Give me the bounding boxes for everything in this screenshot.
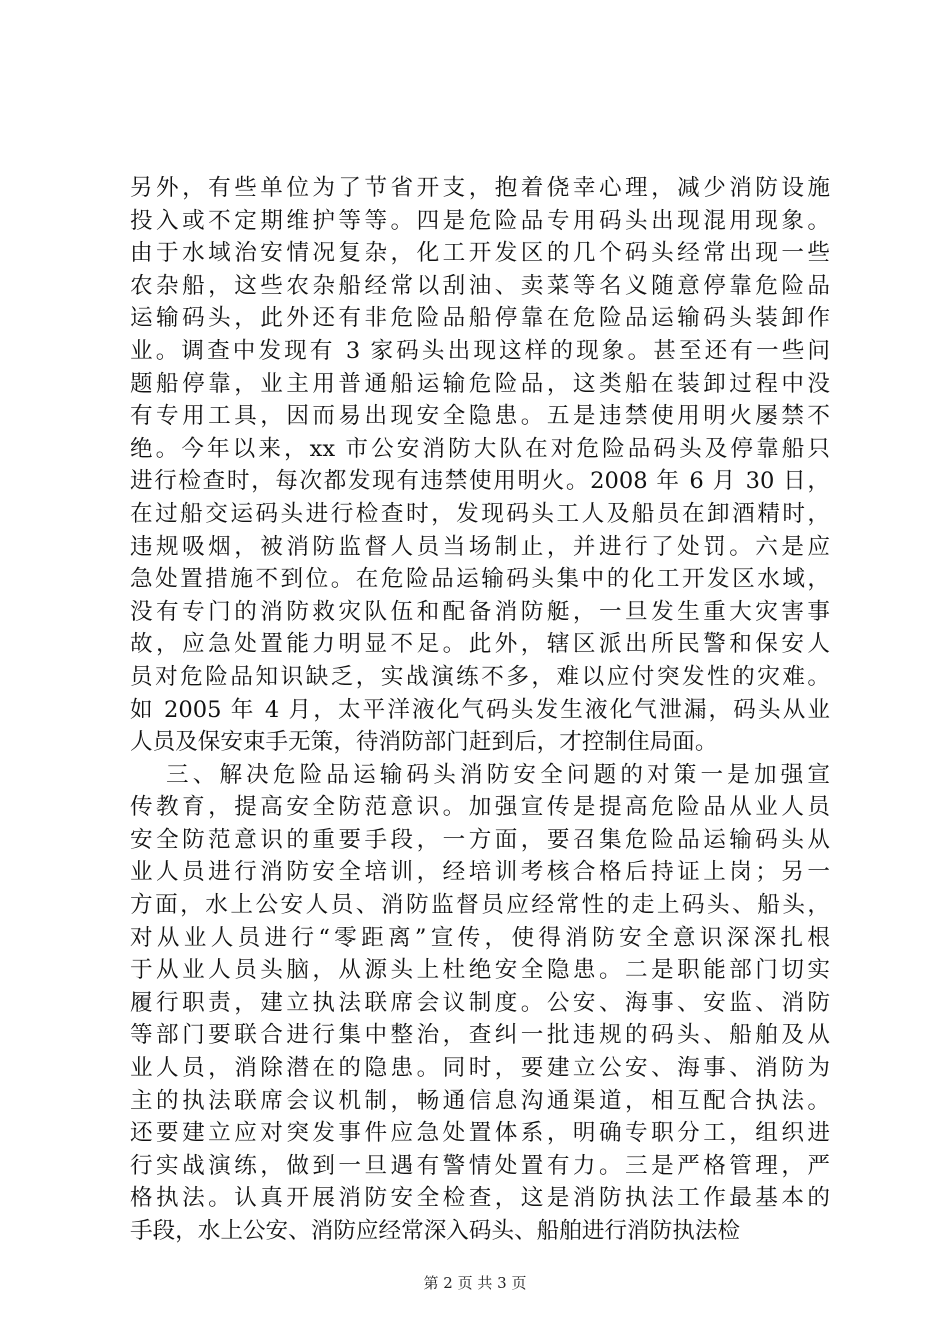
text-line: 业人员进行消防安全培训，经培训考核合格后持证上岗；另一 — [130, 859, 830, 886]
text-line: 题船停靠，业主用普通船运输危险品，这类船在装卸过程中没 — [130, 370, 830, 397]
text-line: 安全防范意识的重要手段，一方面，要召集危险品运输码头从 — [130, 826, 830, 853]
text-line: 业人员，消除潜在的隐患。同时，要建立公安、海事、消防为 — [130, 1055, 830, 1082]
text-line: 主的执法联席会议机制，畅通信息沟通渠道，相互配合执法。 — [130, 1087, 830, 1114]
text-line: 行实战演练，做到一旦遇有警情处置有力。三是严格管理，严 — [130, 1152, 830, 1179]
text-line: 手段，水上公安、消防应经常深入码头、船舶进行消防执法检 — [130, 1218, 741, 1244]
text-line: 进行检查时，每次都发现有违禁使用明火。2008 年 6 月 30 日， — [130, 468, 830, 495]
text-line: 没有专门的消防救灾队伍和配备消防艇，一旦发生重大灾害事 — [130, 598, 830, 625]
text-line: 于从业人员头脑，从源头上杜绝安全隐患。二是职能部门切实 — [130, 957, 830, 984]
text-line: 履行职责，建立执法联席会议制度。公安、海事、安监、消防 — [130, 989, 830, 1016]
text-line: 在过船交运码头进行检查时，发现码头工人及船员在卸酒精时， — [130, 500, 830, 527]
text-line: 另外，有些单位为了节省开支，抱着侥幸心理，减少消防设施 — [130, 175, 830, 201]
text-line: 运输码头，此外还有非危险品船停靠在危险品运输码头装卸作 — [130, 305, 830, 332]
text-line: 如 2005 年 4 月，太平洋液化气码头发生液化气泄漏，码头从业 — [130, 696, 830, 723]
body-text — [130, 172, 830, 1248]
text-line: 对从业人员进行“零距离”宣传，使得消防安全意识深深扎根 — [130, 924, 830, 951]
text-line: 违规吸烟，被消防监督人员当场制止，并进行了处罚。六是应 — [130, 533, 830, 560]
text-line: 业。调查中发现有 3 家码头出现这样的现象。甚至还有一些问 — [130, 337, 830, 364]
text-line: 急处置措施不到位。在危险品运输码头集中的化工开发区水域， — [130, 566, 830, 593]
text-line: 投入或不定期维护等等。四是危险品专用码头出现混用现象。 — [130, 207, 830, 234]
text-line: 人员及保安束手无策，待消防部门赶到后，才控制住局面。 — [130, 729, 718, 756]
text-line: 有专用工具，因而易出现安全隐患。五是违禁使用明火屡禁不 — [130, 403, 830, 430]
text-line: 员对危险品知识缺乏，实战演练不多，难以应付突发性的灾难。 — [130, 663, 830, 690]
text-line: 方面，水上公安人员、消防监督员应经常性的走上码头、船头， — [130, 892, 830, 919]
page-footer: 第 2 页 共 3 页 — [423, 1274, 527, 1292]
text-line: 农杂船，这些农杂船经常以刮油、卖菜等名义随意停靠危险品 — [130, 272, 830, 299]
text-line: 等部门要联合进行集中整治，查纠一批违规的码头、船舶及从 — [130, 1022, 830, 1049]
text-line: 还要建立应对突发事件应急处置体系，明确专职分工，组织进 — [130, 1120, 830, 1147]
text-line: 绝。今年以来，xx 市公安消防大队在对危险品码头及停靠船只 — [130, 435, 830, 462]
text-line: 由于水域治安情况复杂，化工开发区的几个码头经常出现一些 — [130, 240, 830, 267]
text-line: 三、解决危险品运输码头消防安全问题的对策一是加强宣 — [166, 761, 830, 788]
text-line: 故，应急处置能力明显不足。此外，辖区派出所民警和保安人 — [130, 631, 830, 658]
text-line: 传教育，提高安全防范意识。加强宣传是提高危险品从业人员 — [130, 794, 830, 821]
text-line: 格执法。认真开展消防安全检查，这是消防执法工作最基本的 — [130, 1185, 830, 1212]
